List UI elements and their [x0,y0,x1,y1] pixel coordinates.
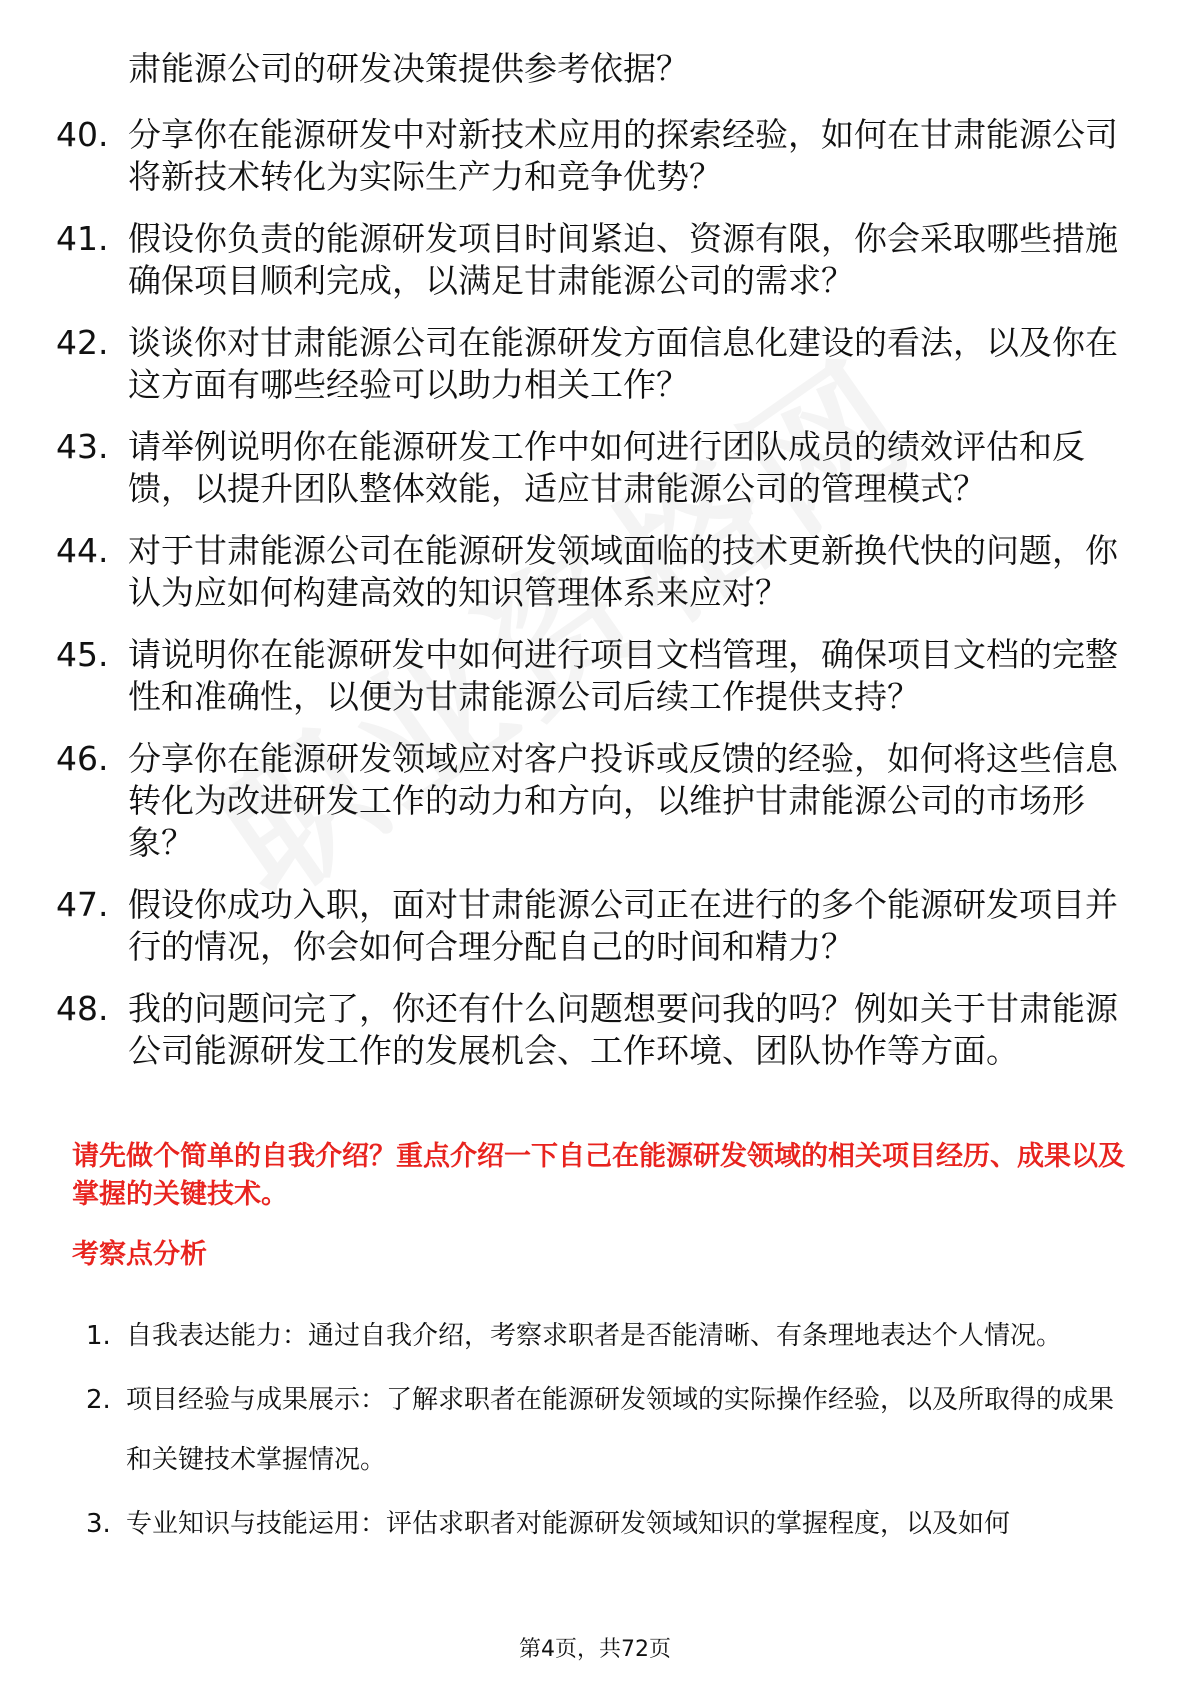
question-item [56,884,1136,968]
question-text: 请说明你在能源研发中如何进行项目文档管理，确保项目文档的完整性和准确性，以便为甘肃能源公司后续工作提供支持？ [128,635,1118,716]
question-text: 分享你在能源研发领域应对客户投诉或反馈的经验，如何将这些信息转化为改进研发工作的动力和方向，以维护甘肃能源公司的市场形象？ [128,739,1118,862]
question-number: 43. [56,427,109,466]
question-item [56,114,1136,198]
analysis-title: 考察点分析 [72,1239,207,1270]
question-text: 肃能源公司的研发决策提供参考依据？ [128,49,689,88]
analysis-text: 专业知识与技能运用：评估求职者对能源研发领域知识的掌握程度，以及如何 [126,1509,1011,1539]
question-text: 分享你在能源研发中对新技术应用的探索经验，如何在甘肃能源公司将新技术转化为实际生产力和竞争优势？ [128,115,1118,196]
question-continuation [56,48,1136,90]
question-item [56,738,1136,864]
page-footer: 第4页，共72页 [519,1637,671,1662]
question-text: 假设你成功入职，面对甘肃能源公司正在进行的多个能源研发项目并行的情况，你会如何合理分配自己的时间和精力？ [128,885,1118,966]
question-item [56,426,1136,510]
question-number: 44. [56,531,109,570]
analysis-list [86,1306,1136,1558]
question-item [56,218,1136,302]
highlight-question: 请先做个简单的自我介绍？重点介绍一下自己在能源研发领域的相关项目经历、成果以及掌握的关键技术。 [72,1141,1125,1210]
analysis-item [86,1306,1136,1366]
question-number: 45. [56,635,109,674]
question-text: 我的问题问完了，你还有什么问题想要问我的吗？例如关于甘肃能源公司能源研发工作的发展机会、工作环境、团队协作等方面。 [128,989,1118,1070]
analysis-text: 自我表达能力：通过自我介绍，考察求职者是否能清晰、有条理地表达个人情况。 [126,1321,1063,1351]
question-item [56,634,1136,718]
question-text: 对于甘肃能源公司在能源研发领域面临的技术更新换代快的问题，你认为应如何构建高效的知识管理体系来应对？ [128,531,1118,612]
question-number: 41. [56,219,109,258]
question-item [56,988,1136,1072]
question-item [56,322,1136,406]
question-list [56,48,1136,1092]
analysis-number: 2. [86,1385,111,1415]
question-item [56,530,1136,614]
analysis-item [86,1494,1136,1554]
analysis-number: 3. [86,1509,111,1539]
question-number: 42. [56,323,109,362]
question-number: 47. [56,885,109,924]
analysis-item [86,1370,1136,1490]
question-text: 谈谈你对甘肃能源公司在能源研发方面信息化建设的看法，以及你在这方面有哪些经验可以助力相关工作？ [128,323,1118,404]
analysis-text: 项目经验与成果展示：了解求职者在能源研发领域的实际操作经验，以及所取得的成果和关键技术掌握情况。 [126,1385,1115,1475]
analysis-number: 1. [86,1321,111,1351]
question-number: 48. [56,989,109,1028]
question-number: 40. [56,115,109,154]
question-text: 假设你负责的能源研发项目时间紧迫、资源有限，你会采取哪些措施确保项目顺利完成，以满足甘肃能源公司的需求？ [128,219,1118,300]
question-number: 46. [56,739,109,778]
question-text: 请举例说明你在能源研发工作中如何进行团队成员的绩效评估和反馈，以提升团队整体效能，适应甘肃能源公司的管理模式？ [128,427,1085,508]
